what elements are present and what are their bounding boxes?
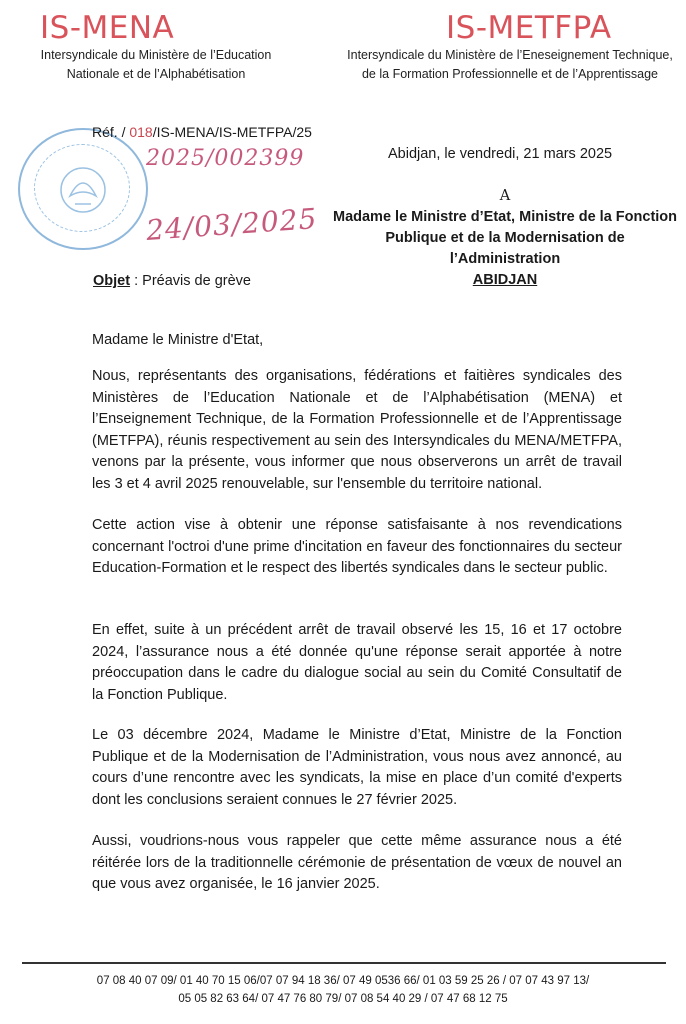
paragraph-1: Nous, représentants des organisations, fédérations et faitières syndicales des Ministères de l’Education Nationale et de l’Alphabétisation (MENA) et l’Enseignement Technique, de la Formation Professionnelle et de l’Apprentissage (METFPA), réunis respectivement au sein des Intersyndicales du MENA/METFPA, venons par la présente, vous informer que nous observerons un arrêt de travail les 3 et 4 avril 2025 renouvelable, sur l'ensemble du territoire national. xyxy=(92,368,622,492)
subject-separator: : xyxy=(130,273,143,289)
stamp-emblem-icon xyxy=(20,130,146,248)
left-acronym: IS-MENA xyxy=(40,10,175,46)
subject-line xyxy=(93,273,251,289)
recipient-block xyxy=(326,186,684,291)
salutation: Madame le Ministre d'Etat, xyxy=(92,332,264,348)
left-org-name xyxy=(6,46,306,84)
reference-suffix: /IS-MENA/IS-METFPA/25 xyxy=(152,124,312,140)
reference-line xyxy=(92,124,312,140)
right-acronym: IS-METFPA xyxy=(446,10,612,46)
footer-line2: 05 05 82 63 64/ 07 47 76 80 79/ 07 08 54 40 29 / 07 47 68 12 75 xyxy=(178,993,508,1005)
recipient-line1: Madame le Ministre d’Etat, Ministre de la Fonction xyxy=(332,209,678,225)
footer-divider xyxy=(22,962,666,964)
left-org-line2: Nationale et de l’Alphabétisation xyxy=(66,67,246,81)
recipient-city: ABIDJAN xyxy=(472,272,538,288)
date-line: Abidjan, le vendredi, 21 mars 2025 xyxy=(388,146,613,162)
reference-prefix: Réf. / xyxy=(92,124,130,140)
arrival-stamp xyxy=(18,128,148,250)
recipient-marker: A xyxy=(499,188,511,204)
reference-number: 018 xyxy=(129,124,153,140)
footer-line1: 07 08 40 07 09/ 01 40 70 15 06/07 07 94 18 36/ 07 49 0536 66/ 01 03 59 25 26 / 07 07 43 97 13/ xyxy=(96,975,590,987)
paragraph-5: Aussi, voudrions-nous vous rappeler que cette même assurance nous a été réitérée lors de la traditionnelle cérémonie de présentation de vœux de nouvel an que vous avez organisée, le 16 janvier 2025. xyxy=(92,833,622,892)
left-org-line1: Intersyndicale du Ministère de l’Education xyxy=(40,48,272,62)
handwritten-registration: 2025/002399 xyxy=(146,146,305,171)
paragraph-2: Cette action vise à obtenir une réponse satisfaisante à nos revendications concernant l'octroi d'une prime d'incitation en faveur des fonctionnaires du secteur Education-Formation et le respect des libertés syndicales dans le secteur public. xyxy=(92,517,622,576)
paragraph-4: Le 03 décembre 2024, Madame le Ministre d’Etat, Ministre de la Fonction Publique et de la Modernisation de l’Administration, vous nous avez annoncé, au cours d’une rencontre avec les syndicats, la mise en place d’un comité d'experts dont les conclusions seraient connues le 27 février 2025. xyxy=(92,727,622,808)
recipient-line3: l’Administration xyxy=(449,251,561,267)
subject-label: Objet xyxy=(93,273,131,289)
handwritten-date: 24/03/2025 xyxy=(145,202,319,247)
right-org-line1: Intersyndicale du Ministère de l’Eneseignement Technique, xyxy=(347,48,673,62)
subject-text: Préavis de grève xyxy=(142,273,251,289)
footer-phones xyxy=(0,972,686,1008)
right-org-line2: de la Formation Professionnelle et de l’Apprentissage xyxy=(361,67,658,81)
paragraph-3: En effet, suite à un précédent arrêt de travail observé les 15, 16 et 17 octobre 2024, l’assurance nous a été donnée qu'une réponse serait apportée à notre préoccupation dans le cadre du dialogue social au sein du Comité Consultatif de la Fonction Publique. xyxy=(92,622,622,703)
right-org-name xyxy=(340,46,680,84)
recipient-line2: Publique et de la Modernisation de xyxy=(385,230,625,246)
